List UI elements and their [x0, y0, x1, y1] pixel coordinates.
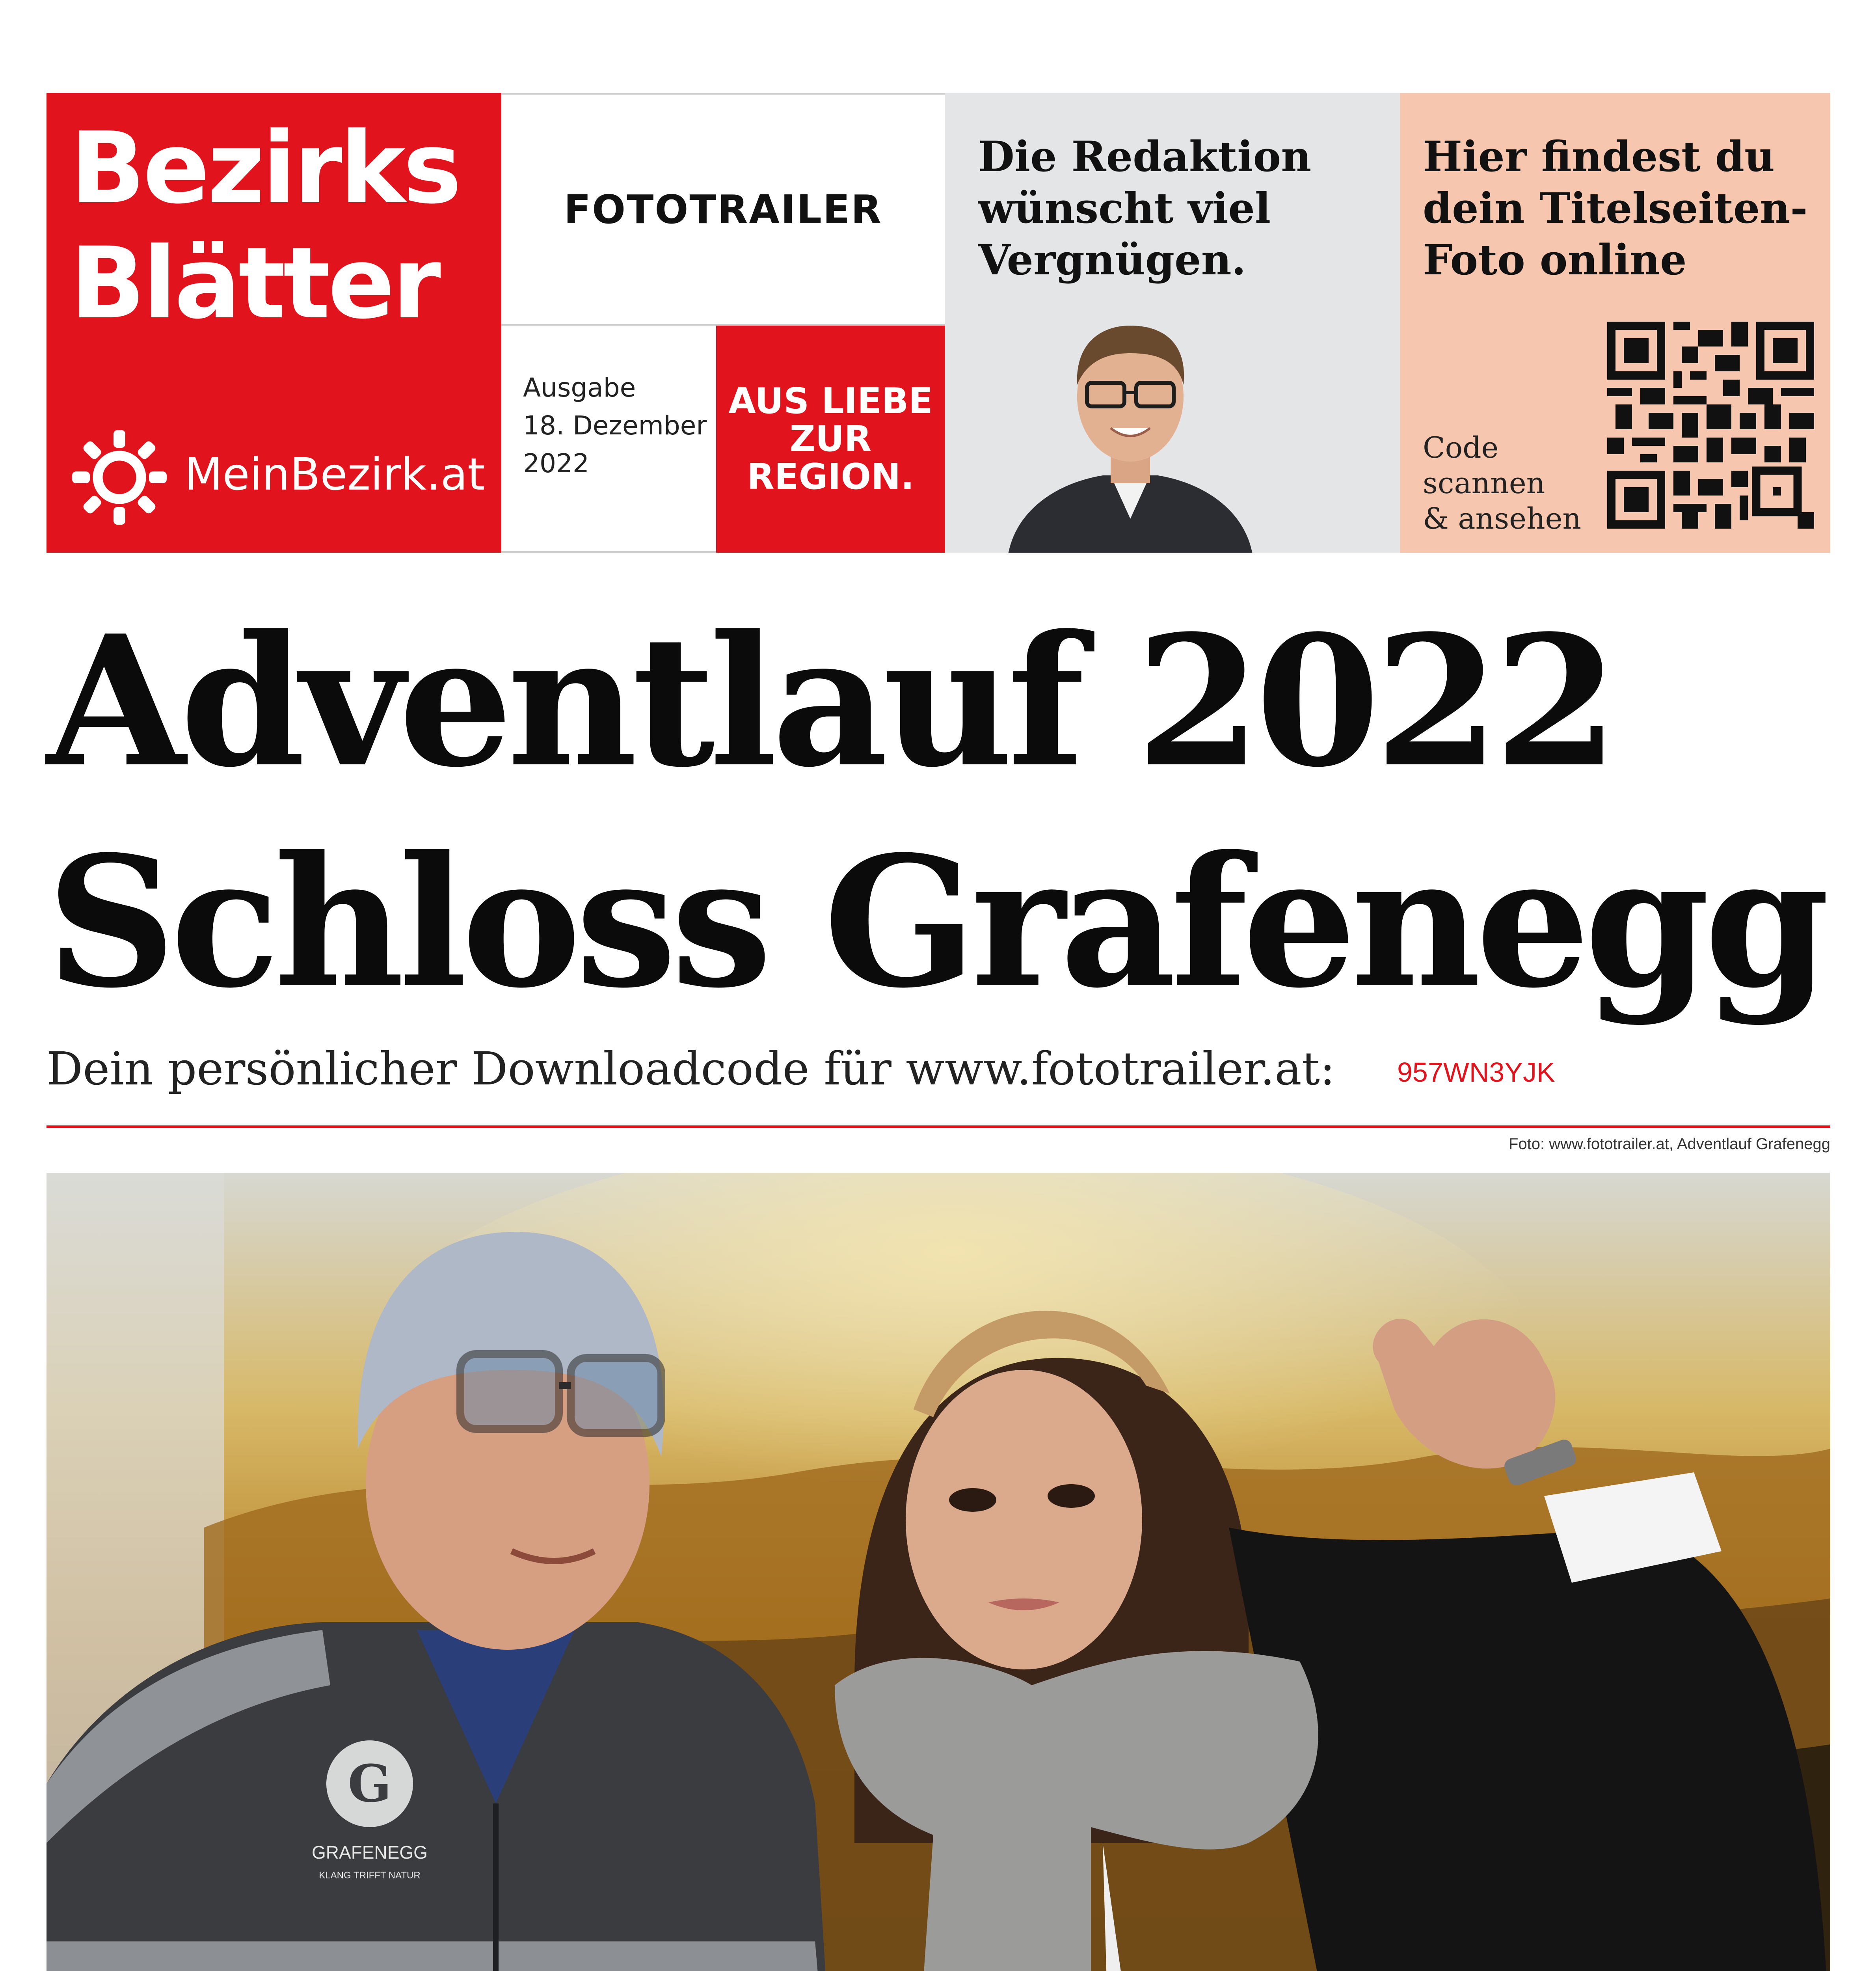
qr-title-line1: Hier findest du [1423, 132, 1775, 181]
download-text: Dein persönlicher Downloadcode für www.fototrailer.at: [47, 1043, 1335, 1095]
jacket-text-line1: GRAFENEGG [312, 1842, 428, 1863]
qr-title-line3: Foto online [1423, 235, 1687, 284]
issue-label: Ausgabe [523, 373, 636, 403]
editorial-line2: wünscht viel [978, 183, 1271, 233]
issue-column [501, 93, 945, 553]
brand-site-label: MeinBezirk.at [184, 449, 485, 500]
qr-panel [1400, 93, 1830, 553]
qr-code-icon[interactable] [1607, 322, 1814, 529]
download-code[interactable]: 957WN3YJK [1397, 1057, 1555, 1088]
editorial-greeting [978, 130, 1311, 285]
meinbezirk-sun-icon [70, 428, 169, 527]
brand-logo [70, 111, 460, 341]
divider [47, 1125, 1830, 1128]
slogan-box [716, 326, 945, 553]
brand-line2: Blätter [70, 226, 439, 341]
slogan-line3: REGION. [747, 456, 914, 497]
photo-credit: Foto: www.fototrailer.at, Adventlauf Grafenegg [1508, 1135, 1830, 1153]
slogan-line1: AUS LIEBE [728, 380, 933, 422]
brand-block [47, 93, 501, 553]
editorial-box [945, 93, 1400, 553]
slogan-line2: ZUR [789, 418, 872, 460]
jacket-text-line2: KLANG TRIFFT NATUR [319, 1870, 421, 1881]
issue-date-line2: 2022 [523, 448, 589, 479]
editorial-line1: Die Redaktion [978, 132, 1312, 181]
jacket-logo-letter: G [348, 1753, 392, 1814]
qr-title-line2: dein Titelseiten- [1423, 183, 1808, 233]
qr-hint [1423, 430, 1581, 537]
headline [47, 591, 1830, 1033]
cover-photo [47, 1173, 1830, 1971]
issue-date-line1: 18. Dezember [523, 410, 707, 441]
headline-line2: Schloss Grafenegg [47, 817, 1824, 1028]
brand-line1: Bezirks [70, 111, 460, 225]
qr-hint-line3: & ansehen [1423, 502, 1582, 536]
qr-title [1423, 130, 1807, 285]
editorial-line3: Vergnügen. [978, 235, 1246, 284]
editor-portrait [992, 298, 1268, 553]
headline-line1: Adventlauf 2022 [47, 596, 1613, 807]
section-title: FOTOTRAILER [501, 93, 945, 326]
issue-info [501, 326, 716, 553]
qr-hint-line1: Code [1423, 431, 1499, 465]
qr-hint-line2: scannen [1423, 466, 1545, 500]
brand-site[interactable] [70, 428, 485, 527]
cover-photo-image [47, 1173, 1830, 1971]
masthead [47, 93, 1830, 553]
